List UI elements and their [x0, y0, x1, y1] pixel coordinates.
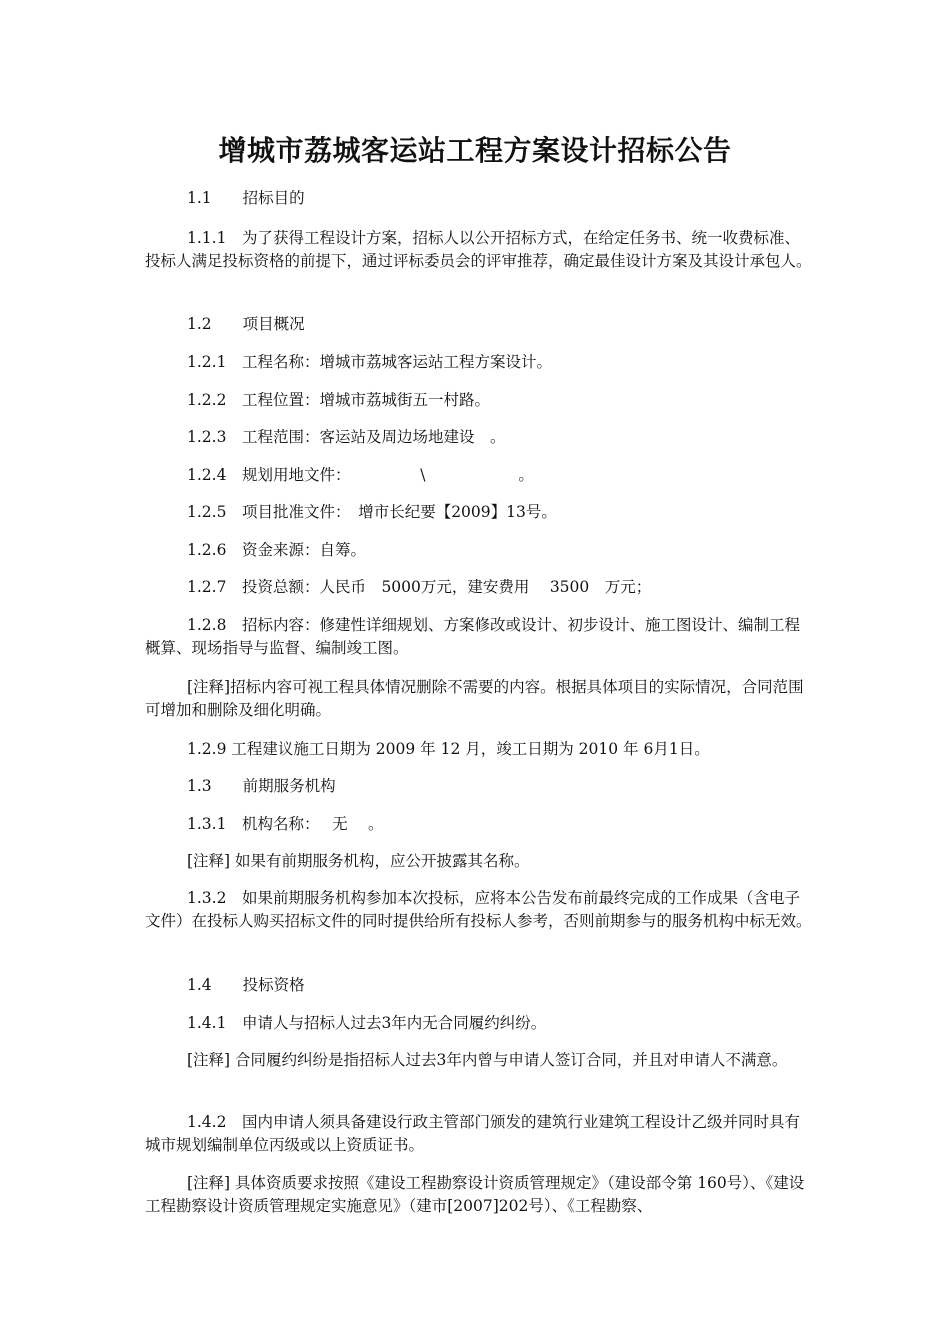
paragraph-1-2-3: 1.2.3 工程范围：客运站及周边场地建设 。	[187, 428, 506, 446]
note-1-3-1: [注释] 如果有前期服务机构，应公开披露其名称。	[187, 852, 530, 870]
paragraph-1-4-2: 1.4.2 国内申请人须具备建设行政主管部门颁发的建筑行业建筑工程设计乙级并同时具有城市规划编制单位丙级或以上资质证书。	[145, 1113, 800, 1154]
paragraph-1-4-1: 1.4.1 申请人与招标人过去3年内无合同履约纠纷。	[187, 1014, 547, 1032]
section-1-2-heading: 1.2 项目概况	[187, 315, 305, 333]
paragraph-1-2-9: 1.2.9 工程建议施工日期为 2009 年 12 月，竣工日期为 2010 年 6月1日。	[187, 740, 710, 758]
paragraph-1-3-2: 1.3.2 如果前期服务机构参加本次投标，应将本公告发布前最终完成的工作成果（含电子文件）在投标人购买招标文件的同时提供给所有投标人参考，否则前期参与的服务机构中标无效。	[145, 889, 812, 930]
document-title: 增城市荔城客运站工程方案设计招标公告	[218, 134, 732, 167]
paragraph-1-2-5: 1.2.5 项目批准文件： 增市长纪要【2009】13号。	[187, 503, 557, 521]
paragraph-1-2-6: 1.2.6 资金来源：自筹。	[187, 541, 366, 559]
paragraph-1-3-1: 1.3.1 机构名称： 无 。	[187, 815, 384, 833]
paragraph-1-2-1: 1.2.1 工程名称：增城市荔城客运站工程方案设计。	[187, 353, 552, 371]
paragraph-1-1-1: 1.1.1 为了获得工程设计方案，招标人以公开招标方式，在给定任务书、统一收费标准、投标人满足投标资格的前提下，通过评标委员会的评审推荐，确定最佳设计方案及其设计承包人。	[145, 229, 812, 270]
section-1-3-heading: 1.3 前期服务机构	[187, 777, 336, 795]
paragraph-1-2-7: 1.2.7 投资总额：人民币 5000万元，建安费用 3500 万元；	[187, 578, 652, 596]
note-1-4-1: [注释] 合同履约纠纷是指招标人过去3年内曾与申请人签订合同，并且对申请人不满意。	[187, 1051, 788, 1069]
paragraph-1-2-4: 1.2.4 规划用地文件： \ 。	[187, 466, 534, 484]
section-1-4-heading: 1.4 投标资格	[187, 976, 305, 994]
note-1-4-2: [注释] 具体资质要求按照《建设工程勘察设计资质管理规定》（建设部令第 160号）、《建设工程勘察设计资质管理规定实施意见》（建市[2007]202号）、《工程勘察、	[145, 1174, 805, 1215]
section-1-1-heading: 1.1 招标目的	[187, 189, 305, 207]
paragraph-1-2-8: 1.2.8 招标内容：修建性详细规划、方案修改或设计、初步设计、施工图设计、编制工程概算、现场指导与监督、编制竣工图。	[145, 616, 800, 657]
note-1-2-8: [注释]招标内容可视工程具体情况删除不需要的内容。根据具体项目的实际情况，合同范围可增加和删除及细化明确。	[145, 678, 804, 719]
paragraph-1-2-2: 1.2.2 工程位置：增城市荔城街五一村路。	[187, 391, 490, 409]
